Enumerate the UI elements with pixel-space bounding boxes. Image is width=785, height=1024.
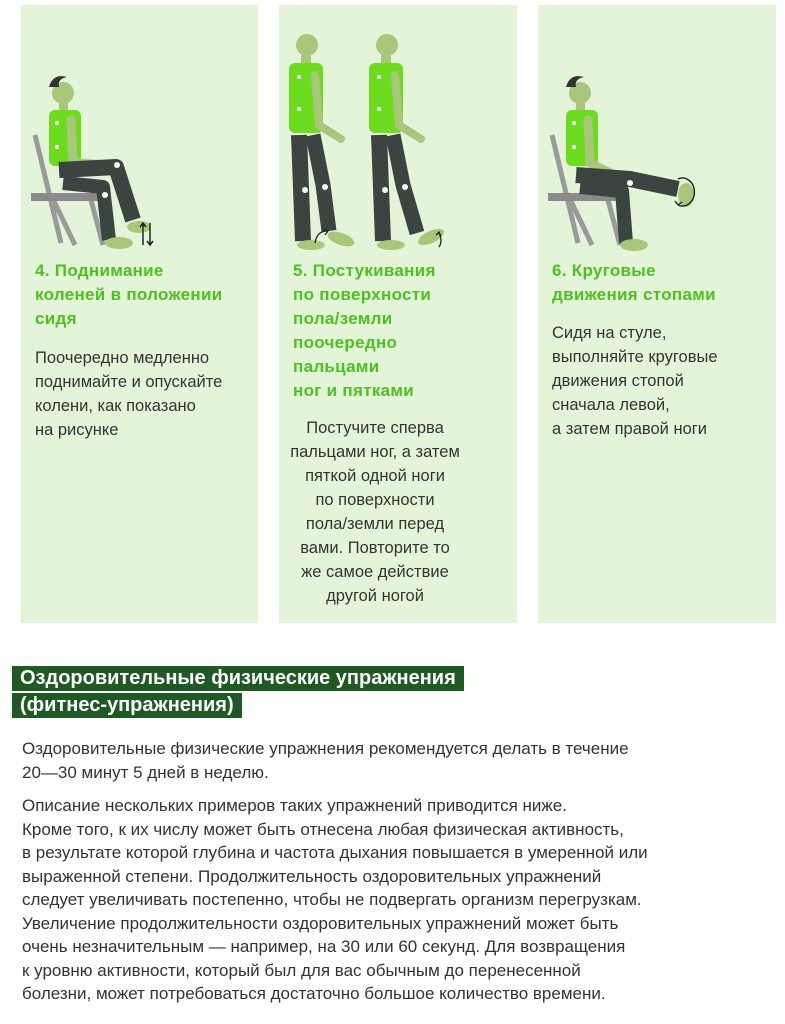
body-paragraph: Оздоровительные физические упражнения рекомендуется делать в течение 20—30 минут 5 дней в неделю.: [22, 739, 629, 782]
seated-knee-raise-illustration: [21, 5, 258, 255]
body-paragraph: Описание нескольких примеров таких упражнений приводится ниже. Кроме того, к их числу может быть отнесена любая физическая активность, в результате которой глубина и частота дыхания повышается в умеренной или выраженной степени. Продолжительность оздоровительных упражнений следует увеличивать постепенно, чтобы не подвергать организм перегрузкам. Увеличение продолжительности оздоровительных упражнений может быть очень незначительным — например, на 30 или 60 секунд. Для возвращения к уровню активности, который был для вас обычным до перенесенной болезни, может потребоваться достаточно большое количество времени.: [22, 796, 648, 1003]
card-title: 4. Поднимание коленей в положении сидя: [35, 261, 223, 328]
seated-ankle-circle-illustration: [538, 5, 776, 255]
card-title: 6. Круговые движения стопами: [552, 261, 716, 304]
exercise-card-ankle-circles: [538, 5, 776, 623]
card-title: 5. Постукивания по поверхности пола/земли поочередно пальцами ног и пятками: [293, 261, 436, 400]
exercise-card-knee-raise: [21, 5, 258, 623]
card-description: Сидя на стуле, выполняйте круговые движения стопой сначала левой, а затем правой ноги: [552, 324, 718, 438]
section-heading-line-1: Оздоровительные физические упражнения: [12, 666, 464, 691]
section-heading-line-2: (фитнес-упражнения): [12, 693, 242, 718]
standing-toe-heel-tap-illustration: [279, 5, 517, 255]
exercise-card-toe-heel-taps: [279, 5, 517, 623]
section-heading: [12, 665, 464, 719]
card-description: Поочередно медленно поднимайте и опускайте колени, как показано на рисунке: [35, 349, 223, 439]
card-description: Постучите сперва пальцами ног, а затем пяткой одной ноги по поверхности пола/земли перед вами. Повторите то же самое действие другой ногой: [290, 419, 460, 605]
